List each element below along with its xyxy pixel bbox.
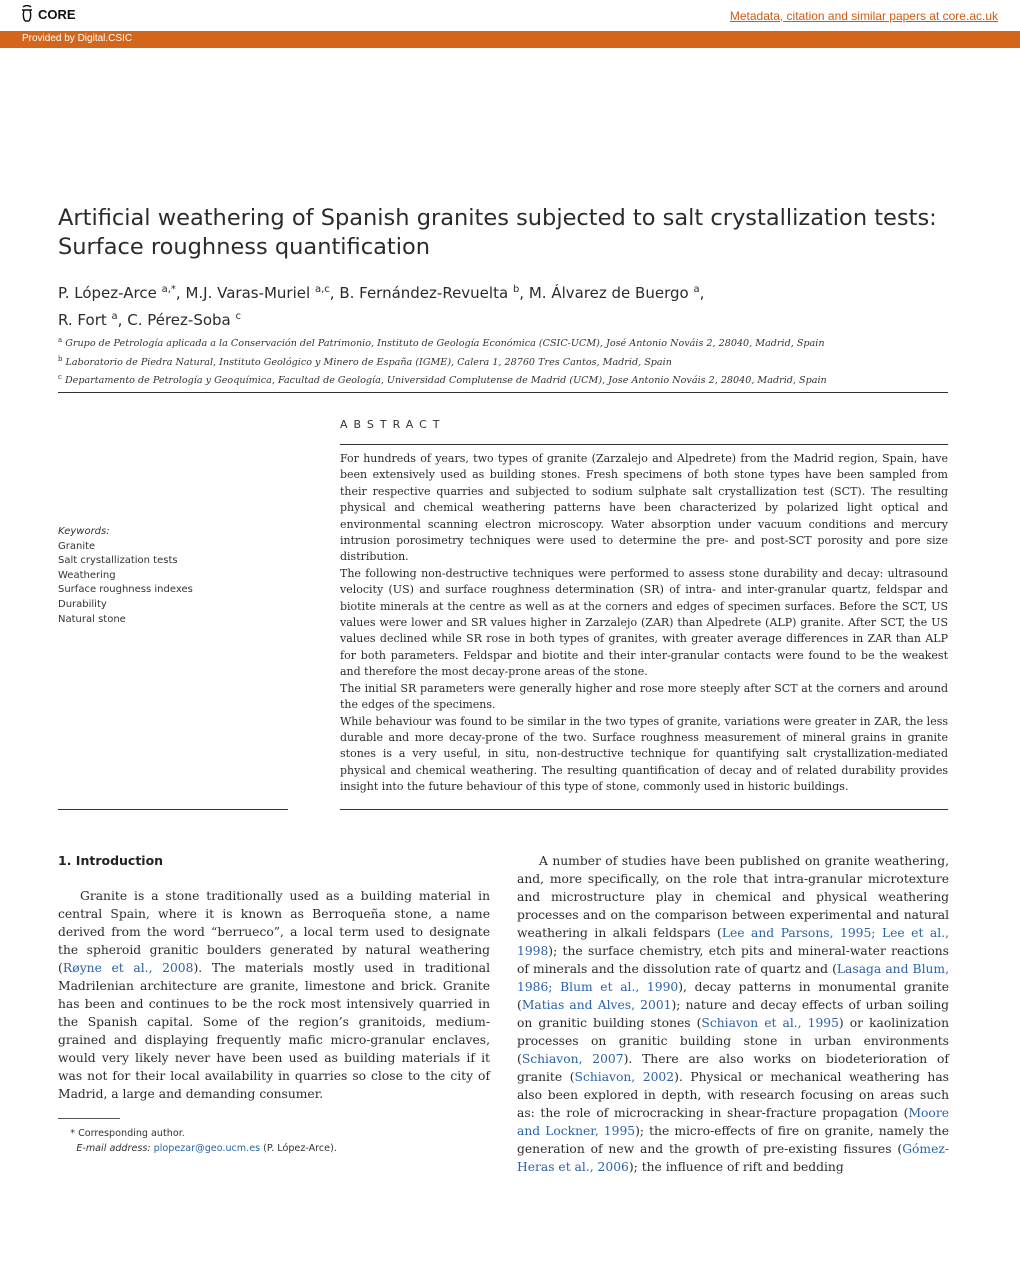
keyword: Durability	[58, 598, 107, 610]
metadata-link[interactable]: Metadata, citation and similar papers at core.ac.uk	[729, 9, 998, 23]
citation-link[interactable]: Matias and Alves, 2001	[521, 998, 672, 1012]
author: R. Fort $^a$,	[58, 311, 128, 329]
footnote	[58, 1127, 498, 1156]
keyword: Natural stone	[58, 613, 126, 625]
author: M.J. Varas-Muriel $^{a,c}$,	[185, 284, 340, 302]
paper-title-line2: Surface roughness quantification	[58, 234, 430, 260]
citation-link[interactable]: Schiavon et al., 1995	[701, 1016, 839, 1030]
body-column-left: Granite is a stone traditionally used as a building material in central Spain, where it is known as Berroqueña stone, a name derived from the word “berrueco”, a local term used to designate the spheroid granitic boulders generated by natural weathering (Røyne et al., 2008). The materials mostly used in traditional Madrilenian architecture are granite, limestone and brick. Granite has been and continues to be the rock most intensively quarried in the Spanish capital. Some of the region’s granitoids, medium-grained and displaying frequently mafic micro-granular enclaves, would very likely never have been used as building materials if it was not for their local availability in quarries so close to the city of Madrid, a large and demanding consumer.	[58, 889, 491, 1101]
citation-link[interactable]: Moore and Lockner, 1995	[517, 1106, 949, 1138]
core-logo-text: CORE	[38, 6, 76, 22]
abstract-paragraph: The following non-destructive techniques were performed to assess stone durability and decay: ultrasound velocity (US) and surface roughness determination (SR) of intra- and inter-granular quartz, feldspar and biotite minerals at the centre as well as at the corners and edges of specimen surfaces. Before the SCT, US values were lower and SR values higher in Zarzalejo (ZAR) than Alpedrete (ALP) granite. After SCT, the US values declined while SR rose in both types of granites, with greater average differences in ZAR than ALP for both parameters. Feldspar and biotite and their inter-granular contacts were found to be the weakest and therefore the most decay-prone areas of the stone.	[340, 566, 948, 679]
citation-link[interactable]: Lasaga and Blum, 1986; Blum et al., 1990	[517, 962, 949, 994]
affiliation: $^b$ Laboratorio de Piedra Natural, Instituto Geológico y Minero de España (IGME), Calera 1, 28760 Tres Cantos, Madrid, Spain	[58, 354, 672, 368]
abstract-paragraph: The initial SR parameters were generally higher and rose more steeply after SCT at the corners and around the edges of the specimens.	[340, 681, 948, 712]
citation-link[interactable]: Schiavon, 2002	[574, 1070, 675, 1084]
abstract-heading: ABSTRACT	[340, 418, 446, 431]
abstract-body	[340, 451, 948, 796]
paper-title-line1: Artificial weathering of Spanish granites subjected to salt crystallization tests:	[58, 205, 937, 231]
citation-link[interactable]: Røyne et al., 2008	[62, 961, 194, 975]
affiliation: $^a$ Grupo de Petrología aplicada a la Conservación del Patrimonio, Instituto de Geología Económica (CSIC-UCM), José Antonio Nováis 2, 28040, Madrid, Spain	[58, 336, 825, 350]
paper-title	[58, 204, 958, 262]
abstract-bottom-divider	[340, 809, 948, 810]
citation-link[interactable]: Gómez-Heras et al., 2006	[517, 1142, 949, 1174]
citation-link[interactable]: Lee and Parsons, 1995; Lee et al., 1998	[517, 926, 949, 958]
keyword: Surface roughness indexes	[58, 584, 193, 596]
email-link[interactable]: plopezar@geo.ucm.es	[153, 1142, 261, 1154]
header-divider	[58, 392, 948, 393]
provided-by-bar	[0, 31, 1020, 48]
keyword: Weathering	[58, 569, 116, 581]
author: M. Álvarez de Buergo $^a$,	[528, 284, 705, 302]
abstract-paragraph: For hundreds of years, two types of granite (Zarzalejo and Alpedrete) from the Madrid region, Spain, have been extensively used as building stones. Fresh specimens of both stone types have been sampled from their respective quarries and subjected to sodium sulphate salt crystallization test (SCT). The resulting physical and chemical weathering patterns have been characterized by polarized light optical and environmental scanning electron microscopy. Water absorption under vacuum conditions and mercury intrusion porosimetry techniques were used to determine the pre- and post-SCT porosity and pore size distribution.	[340, 452, 948, 564]
affiliation: $^c$ Departamento de Petrología y Geoquímica, Facultad de Geología, Universidad Complutense de Madrid (UCM), Jose Antonio Nováis 2, 28040, Madrid, Spain	[58, 373, 827, 387]
author: P. López-Arce $^{a,*}$,	[58, 284, 186, 302]
footnote-divider	[58, 1118, 120, 1119]
body-column-right: A number of studies have been published on granite weathering, and, more specifically, on the role that intra-granular microtexture and microstructure play in chemical and physical weathering processes and on the comparison between experimental and natural weathering in alkali feldspars (Lee and Parsons, 1995; Lee et al., 1998); the surface chemistry, etch pits and mineral-water reactions of minerals and the dissolution rate of quartz and (Lasaga and Blum, 1986; Blum et al., 1990), decay patterns in monumental granite (Matias and Alves, 2001); nature and decay effects of urban soiling on granitic building stones (Schiavon et al., 1995) or kaolinization processes on granitic building stone in urban environments (Schiavon, 2007). There are also works on biodeterioration of granite (Schiavon, 2002). Physical or mechanical weathering has also been explored in depth, with research focusing on areas such as: the role of microcracking in shear-fracture propagation (Moore and Lockner, 1995); the micro-effects of fire on granite, namely the generation of new and the growth of pre-existing fissures (Gómez-Heras et al., 2006); the influence of rift and bedding	[517, 854, 950, 1174]
abstract-paragraph: While behaviour was found to be similar in the two types of granite, variations were greater in ZAR, the less durable and more decay-prone of the two. Surface roughness measurement of mineral grains in granite stones is a very useful, in situ, non-destructive technique for quantifying salt crystallization-mediated physical and chemical weathering. The resulting quantification of decay and of related durability provides insight into the future behaviour of this type of stone, commonly used in historic buildings.	[340, 714, 948, 794]
core-logo[interactable]	[20, 5, 76, 23]
keyword: Granite	[58, 540, 96, 552]
keyword: Salt crystallization tests	[58, 555, 178, 567]
core-header-bar	[0, 0, 1020, 31]
corresponding-author-note: * Corresponding author.	[70, 1128, 185, 1139]
keywords-label: Keywords:	[58, 526, 110, 537]
author: B. Fernández-Revuelta $^b$,	[339, 284, 529, 302]
keywords-bottom-divider	[58, 809, 288, 810]
provided-by-text[interactable]: Provided by Digital.CSIC	[22, 33, 133, 44]
author: C. Pérez-Soba $^c$	[127, 311, 242, 329]
author-list	[58, 278, 958, 332]
core-logo-icon	[20, 5, 34, 23]
citation-link[interactable]: Schiavon, 2007	[521, 1052, 624, 1066]
abstract-divider	[340, 444, 948, 445]
keywords	[58, 525, 288, 627]
section-heading: 1. Introduction	[58, 853, 164, 868]
affiliations	[58, 333, 958, 389]
email-note: E-mail address: plopezar@geo.ucm.es (P. López-Arce).	[76, 1142, 337, 1154]
